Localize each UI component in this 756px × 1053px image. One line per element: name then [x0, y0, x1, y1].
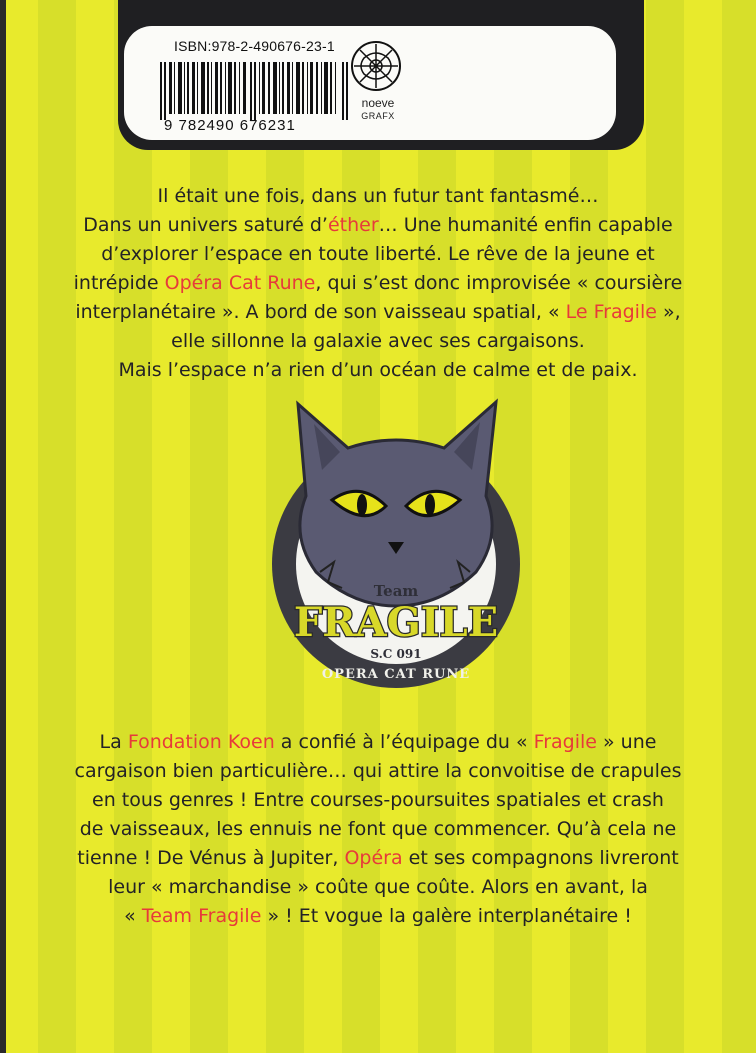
highlight-fondation-koen: Fondation Koen	[127, 731, 275, 753]
highlight-le-fragile: Le Fragile	[565, 301, 657, 323]
book-spine-edge	[0, 0, 6, 1053]
summary-line: « Team Fragile » ! Et vogue la galère interplanétaire !	[124, 905, 632, 927]
highlight-opera: Opéra	[344, 847, 403, 869]
highlight-ether: éther	[327, 214, 379, 236]
summary-line: tienne ! De Vénus à Jupiter, Opéra et ses compagnons livreront	[77, 847, 679, 869]
publisher-name: noeve	[361, 96, 395, 110]
highlight-opera-cat-rune: Opéra Cat Rune	[164, 272, 316, 294]
intro-line: d’explorer l’espace en toute liberté. Le rêve de la jeune et	[101, 243, 655, 265]
intro-line: Mais l’espace n’a rien d’un océan de calme et de paix.	[118, 359, 638, 381]
cat-head-icon	[298, 402, 496, 606]
intro-paragraph	[40, 182, 716, 385]
publisher-sub: GRAFX	[361, 111, 395, 121]
barcode-panel	[124, 26, 616, 140]
summary-paragraph	[40, 728, 716, 931]
team-fragile-emblem	[270, 396, 522, 696]
summary-line: de vaisseaux, les ennuis ne font que commencer. Qu’à cela ne	[79, 818, 677, 840]
intro-line: interplanétaire ». A bord de son vaisseau spatial, « Le Fragile »,	[75, 301, 681, 323]
intro-line: Dans un univers saturé d’éther… Une humanité enfin capable	[83, 214, 673, 236]
highlight-team-fragile: Team Fragile	[141, 905, 262, 927]
summary-line: cargaison bien particulière… qui attire la convoitise de crapules	[74, 760, 682, 782]
emblem-ring-text: OPERA CAT RUNE	[321, 667, 471, 682]
noeve-logo-icon	[350, 40, 402, 92]
barcode-number: 9 782490 676231	[164, 117, 296, 134]
summary-line: en tous genres ! Entre courses-poursuites spatiales et crash	[92, 789, 664, 811]
barcode-icon	[160, 62, 350, 120]
emblem-code-text: S.C 091	[370, 647, 422, 661]
emblem-team-text: Team	[373, 582, 419, 600]
summary-line: leur « marchandise » coûte que coûte. Alors en avant, la	[108, 876, 648, 898]
intro-line: elle sillonne la galaxie avec ses cargaisons.	[171, 330, 585, 352]
highlight-fragile: Fragile	[533, 731, 597, 753]
isbn-text: ISBN:978-2-490676-23-1	[174, 38, 335, 54]
intro-line: Il était une fois, dans un futur tant fantasmé…	[157, 185, 599, 207]
intro-line: intrépide Opéra Cat Rune, qui s’est donc improvisée « coursière	[73, 272, 683, 294]
emblem-fragile-text: FRAGILE	[293, 599, 499, 646]
summary-line: La Fondation Koen a confié à l’équipage du « Fragile » une	[99, 731, 657, 753]
